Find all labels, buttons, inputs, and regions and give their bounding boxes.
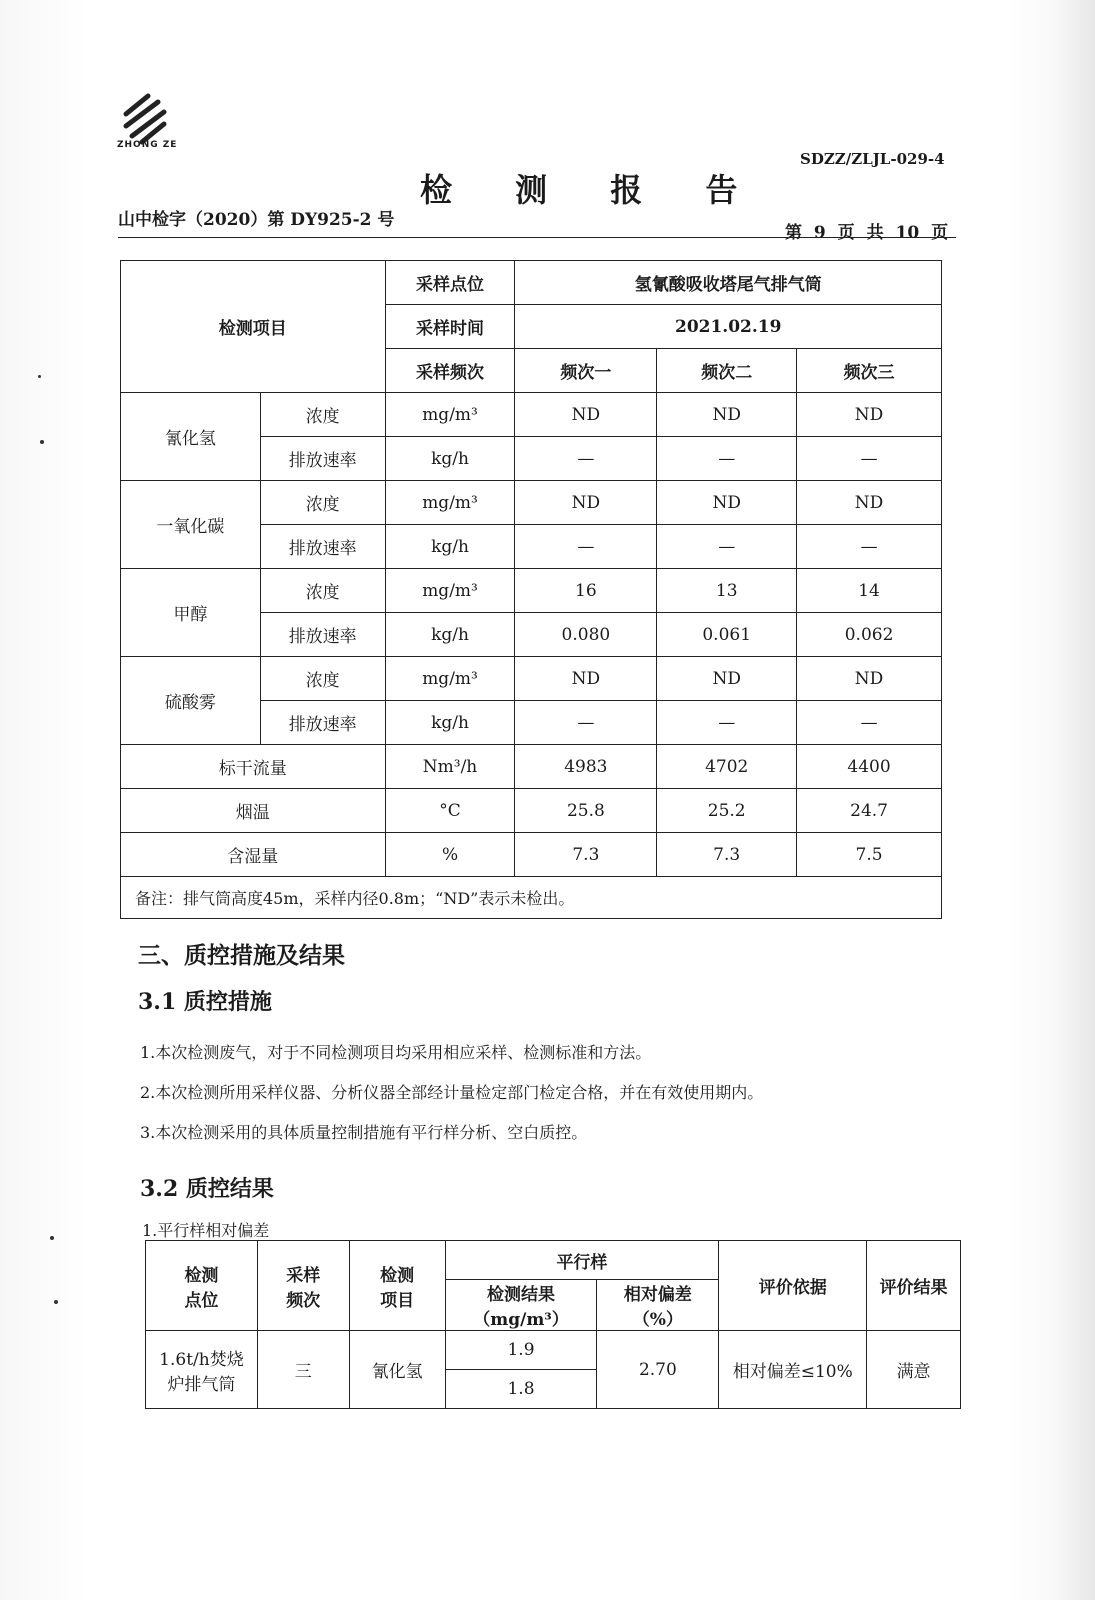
- page-shadow: [1055, 0, 1095, 1600]
- value-cell: 14: [797, 569, 942, 613]
- param-name: 浓度: [260, 569, 385, 613]
- freq-col-3: 频次三: [797, 349, 942, 393]
- table-row: [121, 481, 942, 525]
- value-cell: 4400: [797, 745, 942, 789]
- qc-evaluation: 满意: [867, 1331, 961, 1409]
- unit-cell: mg/m³: [385, 481, 515, 525]
- unit-cell: mg/m³: [385, 393, 515, 437]
- unit-cell: mg/m³: [385, 657, 515, 701]
- value-cell: 7.3: [515, 833, 657, 877]
- sampling-time-value: 2021.02.19: [515, 305, 942, 349]
- value-cell: 0.062: [797, 613, 942, 657]
- qc-result-1: 1.9: [445, 1331, 597, 1370]
- scan-speck: [38, 375, 41, 378]
- paragraph-1: 1.本次检测废气，对于不同检测项目均采用相应采样、检测标准和方法。: [140, 1043, 652, 1062]
- qc-point: 1.6t/h焚烧 炉排气筒: [146, 1331, 258, 1409]
- qc-frequency: 三: [257, 1331, 349, 1409]
- value-cell: —: [797, 437, 942, 481]
- value-cell: 25.2: [657, 789, 797, 833]
- qc-header-evaluation: 评价结果: [867, 1241, 961, 1331]
- table-row: [121, 789, 942, 833]
- table-row: [121, 833, 942, 877]
- unit-cell: kg/h: [385, 701, 515, 745]
- unit-cell: kg/h: [385, 437, 515, 481]
- value-cell: 13: [657, 569, 797, 613]
- scan-speck: [54, 1300, 58, 1304]
- scan-speck: [50, 1236, 54, 1240]
- param-name: 排放速率: [260, 525, 385, 569]
- freq-col-2: 频次二: [657, 349, 797, 393]
- unit-cell: %: [385, 833, 515, 877]
- value-cell: —: [515, 525, 657, 569]
- header-divider: [118, 237, 956, 238]
- param-name: 浓度: [260, 481, 385, 525]
- table-row: [146, 1331, 961, 1370]
- qc-deviation: 2.70: [597, 1331, 719, 1409]
- sampling-point-value: 氢氰酸吸收塔尾气排气筒: [515, 261, 942, 305]
- pollutant-name: 一氧化碳: [121, 481, 261, 569]
- value-cell: —: [797, 525, 942, 569]
- unit-cell: kg/h: [385, 525, 515, 569]
- qc-header-deviation: 相对偏差 （%）: [597, 1280, 719, 1331]
- quality-control-table: [145, 1240, 961, 1409]
- table-row: [121, 657, 942, 701]
- frequency-label: 采样频次: [385, 349, 515, 393]
- table-row: [121, 745, 942, 789]
- value-cell: 0.061: [657, 613, 797, 657]
- qc-header-item: 检测 项目: [349, 1241, 445, 1331]
- section-heading: 三、质控措施及结果: [138, 942, 345, 969]
- value-cell: —: [657, 525, 797, 569]
- report-title: 检 测 报 告: [420, 171, 764, 209]
- value-cell: ND: [797, 481, 942, 525]
- value-cell: ND: [515, 657, 657, 701]
- table-row: [121, 569, 942, 613]
- freq-col-1: 频次一: [515, 349, 657, 393]
- extra-name: 烟温: [121, 789, 386, 833]
- qc-header-result: 检测结果 （mg/m³）: [445, 1280, 597, 1331]
- value-cell: ND: [797, 657, 942, 701]
- param-name: 排放速率: [260, 437, 385, 481]
- value-cell: ND: [797, 393, 942, 437]
- pollutant-name: 甲醇: [121, 569, 261, 657]
- qc-header-frequency: 采样 频次: [257, 1241, 349, 1331]
- scan-speck: [40, 440, 44, 444]
- value-cell: ND: [657, 657, 797, 701]
- value-cell: 4702: [657, 745, 797, 789]
- value-cell: ND: [657, 393, 797, 437]
- document-code: SDZZ/ZLJL-029-4: [800, 150, 945, 168]
- param-name: 排放速率: [260, 613, 385, 657]
- param-name: 排放速率: [260, 701, 385, 745]
- extra-name: 标干流量: [121, 745, 386, 789]
- param-name: 浓度: [260, 657, 385, 701]
- value-cell: —: [515, 437, 657, 481]
- sampling-point-label: 采样点位: [385, 261, 515, 305]
- qc-basis: 相对偏差≤10%: [719, 1331, 867, 1409]
- paragraph-3: 3.本次检测采用的具体质量控制措施有平行样分析、空白质控。: [140, 1123, 588, 1142]
- table-row: [121, 393, 942, 437]
- unit-cell: kg/h: [385, 613, 515, 657]
- unit-cell: Nm³/h: [385, 745, 515, 789]
- qc-header-basis: 评价依据: [719, 1241, 867, 1331]
- qc-item: 氰化氢: [349, 1331, 445, 1409]
- pollutant-name: 氰化氢: [121, 393, 261, 481]
- value-cell: 7.3: [657, 833, 797, 877]
- value-cell: ND: [657, 481, 797, 525]
- value-cell: 16: [515, 569, 657, 613]
- pollutant-name: 硫酸雾: [121, 657, 261, 745]
- param-name: 浓度: [260, 393, 385, 437]
- value-cell: 0.080: [515, 613, 657, 657]
- value-cell: 4983: [515, 745, 657, 789]
- report-number: 山中检字（2020）第 DY925-2 号: [118, 210, 395, 230]
- value-cell: —: [797, 701, 942, 745]
- logo-text: ZHONG ZE: [117, 140, 178, 150]
- paragraph-2: 2.本次检测所用采样仪器、分析仪器全部经计量检定部门检定合格，并在有效使用期内。: [140, 1083, 764, 1102]
- sampling-time-label: 采样时间: [385, 305, 515, 349]
- value-cell: —: [657, 701, 797, 745]
- value-cell: 7.5: [797, 833, 942, 877]
- page-number: 第 9 页 共 10 页: [785, 223, 949, 243]
- subsection-heading-3-2: 3.2 质控结果: [140, 1176, 274, 1202]
- value-cell: ND: [515, 481, 657, 525]
- value-cell: —: [657, 437, 797, 481]
- extra-name: 含湿量: [121, 833, 386, 877]
- subsection-heading-3-1: 3.1 质控措施: [138, 989, 272, 1015]
- qc-header-parallel: 平行样: [445, 1241, 719, 1280]
- qc-result-2: 1.8: [445, 1370, 597, 1409]
- qc-header-point: 检测 点位: [146, 1241, 258, 1331]
- table-caption: 1.平行样相对偏差: [142, 1221, 270, 1240]
- unit-cell: mg/m³: [385, 569, 515, 613]
- value-cell: —: [515, 701, 657, 745]
- value-cell: 24.7: [797, 789, 942, 833]
- table-note: 备注：排气筒高度45m，采样内径0.8m；“ND”表示未检出。: [121, 877, 942, 919]
- value-cell: ND: [515, 393, 657, 437]
- emission-results-table: [120, 260, 942, 919]
- item-header: 检测项目: [121, 261, 386, 393]
- value-cell: 25.8: [515, 789, 657, 833]
- unit-cell: °C: [385, 789, 515, 833]
